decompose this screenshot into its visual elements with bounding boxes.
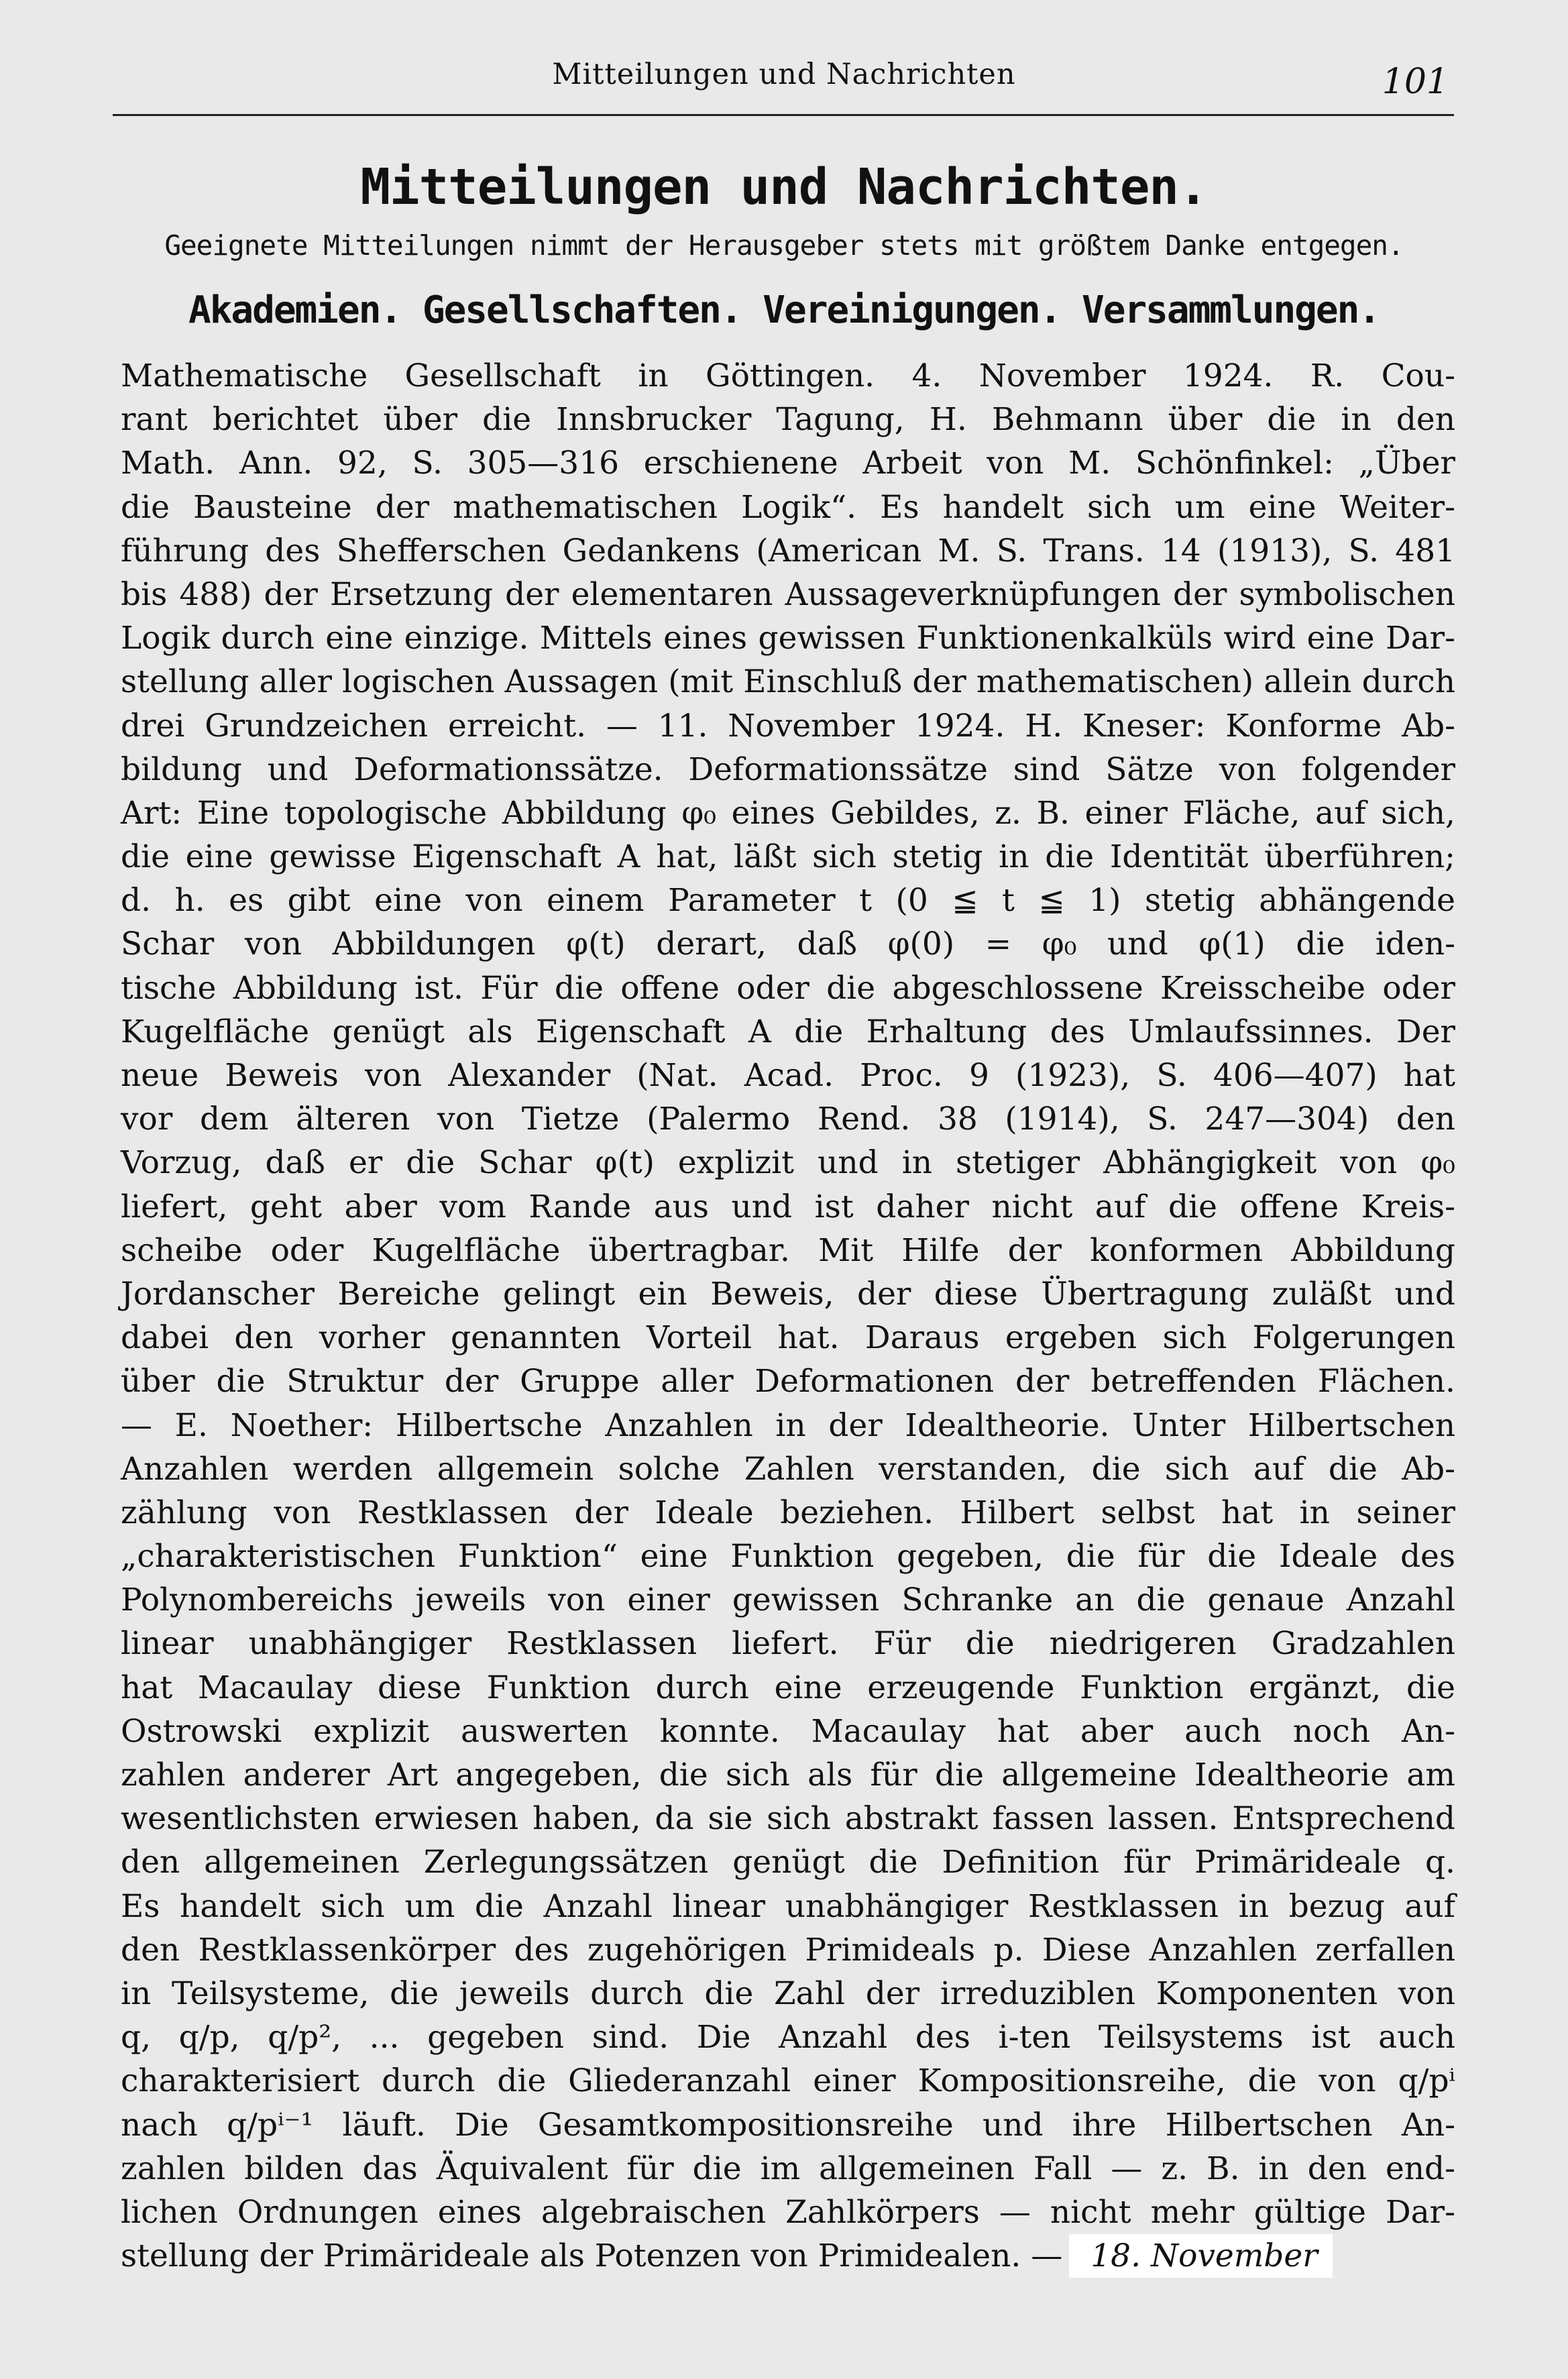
paragraph-line: Art: Eine topologische Abbildung φ₀ eines Gebildes, z. B. einer Fläche, auf sich, — [121, 794, 1455, 832]
paragraph-line: — E. Noether: Hilbertsche Anzahlen in der Idealtheorie. Unter Hilbertschen — [121, 1406, 1455, 1444]
paragraph-final-line — [121, 2234, 1455, 2278]
paragraph-line: zahlen bilden das Äquivalent für die im allgemeinen Fall — z. B. in den end- — [121, 2150, 1455, 2187]
paragraph-line: über die Struktur der Gruppe aller Deformationen der betreffenden Flächen. — [121, 1363, 1455, 1400]
paragraph-line: q, q/p, q/p², ... gegeben sind. Die Anzahl des i-ten Teilsystems ist auch — [121, 2019, 1455, 2056]
paragraph-line: linear unabhängiger Restklassen liefert. Für die niedrigeren Gradzahlen — [121, 1625, 1455, 1663]
paragraph-line: den allgemeinen Zerlegungssätzen genügt die Definition für Primärideale q. — [121, 1844, 1455, 1881]
subtitle: Geeignete Mitteilungen nimmt der Herausgeber stets mit größtem Danke entgegen. — [164, 229, 1404, 262]
paragraph-line: Mathematische Gesellschaft in Göttingen. 4. November 1924. R. Cou- — [121, 357, 1455, 394]
paragraph-line: lichen Ordnungen eines algebraischen Zahlkörpers — nicht mehr gültige Dar- — [121, 2193, 1455, 2231]
body-text — [121, 354, 1455, 2278]
paragraph-line: Anzahlen werden allgemein solche Zahlen verstanden, die sich auf die Ab- — [121, 1450, 1455, 1488]
paragraph-line: nach q/pⁱ⁻¹ läuft. Die Gesamtkompositionsreihe und ihre Hilbertschen An- — [121, 2106, 1455, 2144]
paragraph-line: charakterisiert durch die Gliederanzahl einer Kompositionsreihe, die von q/pⁱ — [121, 2062, 1455, 2100]
paragraph-line: wesentlichsten erwiesen haben, da sie sich abstrakt fassen lassen. Entsprechend — [121, 1800, 1455, 1838]
paragraph-line: d. h. es gibt eine von einem Parameter t (0 ≦ t ≦ 1) stetig abhängende — [121, 882, 1455, 920]
paragraph-line: dabei den vorher genannten Vorteil hat. Daraus ergeben sich Folgerungen — [121, 1319, 1455, 1357]
paragraph-line: Ostrowski explizit auswerten konnte. Macaulay hat aber auch noch An- — [121, 1712, 1455, 1750]
paragraph-line: Jordanscher Bereiche gelingt ein Beweis, der diese Übertragung zuläßt und — [121, 1275, 1455, 1313]
paragraph-line: Logik durch eine einzige. Mittels eines gewissen Funktionenkalküls wird eine Dar- — [121, 620, 1455, 657]
paragraph-line: Schar von Abbildungen φ(t) derart, daß φ(0) = φ₀ und φ(1) die iden- — [121, 926, 1455, 963]
date-stamp: 18. November — [1069, 2234, 1332, 2278]
paragraph-line: scheibe oder Kugelfläche übertragbar. Mit Hilfe der konformen Abbildung — [121, 1231, 1455, 1269]
header-rule — [113, 114, 1454, 116]
paragraph-line: stellung aller logischen Aussagen (mit Einschluß der mathematischen) allein durch — [121, 663, 1455, 701]
paragraph-line: Polynombereichs jeweils von einer gewissen Schranke an die genaue Anzahl — [121, 1582, 1455, 1619]
paragraph-line: Kugelfläche genügt als Eigenschaft A die Erhaltung des Umlaufssinnes. Der — [121, 1013, 1455, 1050]
paragraph-line: neue Beweis von Alexander (Nat. Acad. Proc. 9 (1923), S. 406—407) hat — [121, 1057, 1455, 1094]
paragraph-line: liefert, geht aber vom Rande aus und ist daher nicht auf die offene Kreis- — [121, 1188, 1455, 1225]
paragraph-line: rant berichtet über die Innsbrucker Tagung, H. Behmann über die in den — [121, 401, 1455, 439]
section-heading: Akademien. Gesellschaften. Vereinigungen. Versammlungen. — [188, 288, 1380, 332]
paragraph-line: bis 488) der Ersetzung der elementaren Aussageverknüpfungen der symbolischen — [121, 575, 1455, 613]
page-number: 101 — [1382, 62, 1449, 102]
paragraph-line: Math. Ann. 92, S. 305—316 erschienene Arbeit von M. Schönfinkel: „Über — [121, 445, 1455, 482]
running-title: Mitteilungen und Nachrichten — [552, 58, 1016, 91]
paragraph-line: führung des Shefferschen Gedankens (American M. S. Trans. 14 (1913), S. 481 — [121, 532, 1455, 569]
final-line-text: stellung der Primärideale als Potenzen von Primidealen. — — [121, 2237, 1063, 2275]
paragraph-line: in Teilsysteme, die jeweils durch die Zahl der irreduziblen Komponenten von — [121, 1975, 1455, 2012]
paragraph-line: die Bausteine der mathematischen Logik“. Es handelt sich um eine Weiter- — [121, 488, 1455, 526]
paragraph-line: bildung und Deformationssätze. Deformationssätze sind Sätze von folgender — [121, 751, 1455, 788]
paragraph-line: vor dem älteren von Tietze (Palermo Rend. 38 (1914), S. 247—304) den — [121, 1101, 1455, 1138]
paragraph-line: die eine gewisse Eigenschaft A hat, läßt sich stetig in die Identität überführen; — [121, 838, 1455, 876]
main-title: Mitteilungen und Nachrichten. — [360, 158, 1208, 216]
paragraph-line: hat Macaulay diese Funktion durch eine erzeugende Funktion ergänzt, die — [121, 1669, 1455, 1706]
paragraph-line: zählung von Restklassen der Ideale beziehen. Hilbert selbst hat in seiner — [121, 1494, 1455, 1531]
paragraph-line: Es handelt sich um die Anzahl linear unabhängiger Restklassen in bezug auf — [121, 1887, 1455, 1925]
paragraph-line: drei Grundzeichen erreicht. — 11. November 1924. H. Kneser: Konforme Ab- — [121, 707, 1455, 744]
paragraph-line: „charakteristischen Funktion“ eine Funktion gegeben, die für die Ideale des — [121, 1538, 1455, 1575]
paragraph-line: den Restklassenkörper des zugehörigen Primideals p. Diese Anzahlen zerfallen — [121, 1931, 1455, 1969]
paragraph-line: Vorzug, daß er die Schar φ(t) explizit und in stetiger Abhängigkeit von φ₀ — [121, 1144, 1455, 1182]
paragraph-line: zahlen anderer Art angegeben, die sich als für die allgemeine Idealtheorie am — [121, 1757, 1455, 1793]
paragraph-line: tische Abbildung ist. Für die offene oder die abgeschlossene Kreisscheibe oder — [121, 969, 1455, 1007]
running-header — [0, 58, 1568, 105]
